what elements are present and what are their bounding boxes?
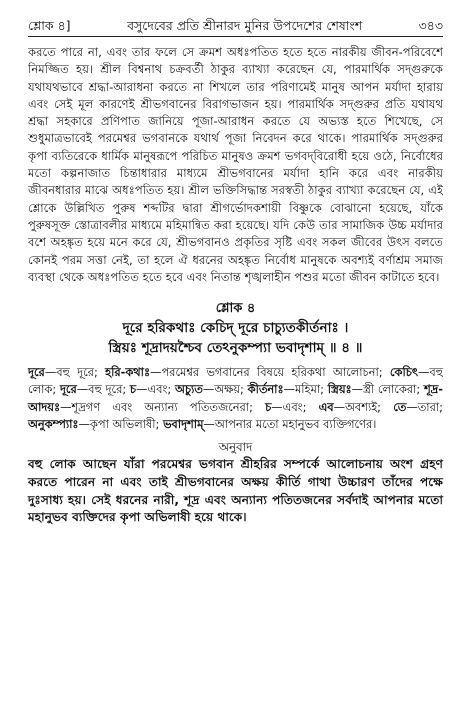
synonym-word: অচ্যুত — [174, 382, 203, 397]
synonym-word: দূরে — [59, 382, 77, 397]
verse-line-1: দূরে হরিকথাঃ কেচিদ্ দূরে চাচ্যুতকীর্তনাঃ । — [122, 320, 349, 337]
translation-title: অনুবাদ — [218, 440, 253, 455]
synonym-meaning: বহু দূরে; — [56, 365, 98, 380]
synonym-meaning: পরমেশ্বর ভগবানের বিষয়ে হরিকথা আলোচনা; — [161, 365, 383, 380]
synonym-word: চ — [129, 382, 137, 397]
header-verse-ref: শ্লোক ৪] — [28, 18, 71, 33]
synonym-word: হরি-কথাঃ — [105, 365, 151, 380]
header-chapter-title: বসুদেবের প্রতি শ্রীনারদ মুনির উপদেশের শেষাংশ — [127, 18, 363, 33]
synonym-meaning: বহু দূরে; — [88, 382, 127, 397]
translation-paragraph: বহু লোক আছেন যাঁরা পরমেশ্বর ভগবান শ্রীহরির সম্পর্কে আলোচনায় অংশ গ্রহণ করতে পারেন না এবং তাই শ্রীভগবানের অক্ষয় কীর্তি গাথা উচ্চারণ তাঁদের পক্ষে দুঃসাধ্য হয়। সেই ধরনের নারী, শূদ্র এবং অন্যান্য পতিতজনের সর্বদাই আপনার মতো মহানুভব ব্যক্তিদের কৃপা অভিলাষী হয়ে থাকে। — [28, 457, 443, 525]
synonym-meaning: এবং; — [147, 382, 172, 397]
verse-number: শ্লোক ৪ — [215, 301, 256, 317]
synonym-word: দূরে — [28, 365, 45, 380]
synonyms-paragraph: দূরে—বহু দূরে; হরি-কথাঃ—পরমেশ্বর ভগবানের বিষয়ে হরিকথা আলোচনা; কেচিৎ—বহু লোক; দূরে—বহু দূরে; চ—এবং; অচ্যুত—অক্ষয়; কীর্তনাঃ—মহিমা; স্ত্রিয়ঃ—স্ত্রী লোকেরা; শূদ্র-আদয়ঃ—শূদ্রগণ এবং অন্যান্য পতিতজনেরা; চ—এবং; এব—অবশ্যই; তে—তারা; অনুকম্প্যাঃ—কৃপা অভিলাষী; ভবাদৃশাম্—আপনার মতো মহানুভব ব্যক্তিগণের। — [28, 365, 444, 432]
synonym-word: কেচিৎ — [389, 365, 418, 380]
synonym-meaning: অবশ্যই; — [345, 399, 382, 414]
verse-block — [28, 300, 443, 358]
page-header — [28, 18, 443, 37]
synonym-word: স্ত্রিয়ঃ — [327, 382, 352, 397]
synonym-meaning: বহু লোক; — [28, 365, 443, 397]
header-page-number: ৩৪৩ — [418, 18, 443, 33]
synonym-word: চ — [265, 399, 272, 414]
synonym-meaning: মহিমা; — [294, 382, 324, 397]
synonym-word: অনুকম্প্যাঃ — [28, 417, 79, 432]
purport-paragraph: করতে পারে না, এবং তার ফলে সে ক্রমশ অধঃপতিত হতে হতে নারকীয় জীবন-পরিবেশে নিমজ্জিত হয়। শ্রীল বিশ্বনাথ চক্রবর্তী ঠাকুর ব্যাখ্যা করেছেন যে, পারমার্থিক সদ্গুরুকে যথাযথভাবে শ্রদ্ধা-আরাধনা করতে না শিখলে তার পরিণামেই মানুষ আপন মর্যাদা হারায় এবং সেই মূল কারণেই শ্রীভগবানের বিরাগভাজন হয়। পারমার্থিক সদ্গুরুর প্রতি যথাযথ শ্রদ্ধা সহকারে প্রণিপাত জানিয়ে পূজা-আরাধন করতে যে অভ্যস্ত হতে শিখেছে, সে শুধুমাত্রভাবেই পরমেশ্বর ভগবানকে যথার্থ পূজা নিবেদন করে থাকে। পারমার্থিক সদ্গুরুর কৃপা ব্যতিরেকে ধার্মিক মানুষরূপে পরিচিত মানুষও ক্রমশ ভগবদ্‌বিরোধী হয়ে ওঠে, নির্বোধের মতো কল্পনাজাত চিন্তাধারার মাধ্যমে শ্রীভগবানের মর্যাদা হানি করে এবং নারকীয় জীবনধারার মাঝে অধঃপতিত হয়। শ্রীল ভক্তিসিদ্ধান্ত সরস্বতী ঠাকুর ব্যাখ্যা করেছেন যে, এই শ্লোকে উল্লিখিত পুরুষ শব্দটির দ্বারা শ্রীগর্ভোদকশায়ী বিষ্ণুকে বোঝানো হয়েছে, যাঁকে পুরুষসূক্ত স্তোত্রাবলীর মাধ্যমে মহিমান্বিত করা হয়েছে। যদি কেউ তার সামাজিক উচ্চ মর্যাদার বশে অহঙ্কৃত হয়ে মনে করে যে, শ্রীভগবানও প্রকৃতির সৃষ্টি এবং সকল জীবের উৎস বলতে কোনই পরম সত্তা নেই, তা হলে ঐ ধরনের অহঙ্কৃত নির্বোধ মানুষকে অবশ্যই বর্ণাশ্রম সমাজ ব্যবস্থা থেকে অধঃপতিত হতে হবে এবং নিতান্ত শৃঙ্খলাহীন পশুর মতো জীবন কাটাতে হবে। — [28, 45, 443, 284]
synonym-word: তে — [393, 399, 407, 414]
synonym-meaning: অক্ষয়; — [214, 382, 244, 397]
synonym-meaning: তারা; — [417, 399, 444, 414]
verse-line-2: স্ত্রিয়ঃ শূদ্রাদয়শ্চৈব তেঽনুকম্প্যা ভবাদৃশাম্ ॥ ৪ ॥ — [108, 340, 363, 357]
synonym-word: এব — [318, 399, 334, 414]
synonym-meaning: আপনার মতো মহানুভব ব্যক্তিগণের। — [214, 417, 377, 432]
synonym-meaning: এবং; — [282, 399, 307, 414]
synonym-meaning: স্ত্রী লোকেরা; — [363, 382, 421, 397]
synonym-meaning: কৃপা অভিলাষী; — [89, 417, 160, 432]
synonym-word: শূদ্র-আদয়ঃ — [28, 382, 443, 414]
synonym-word: ভবাদৃশাম্ — [162, 417, 204, 432]
synonym-meaning: শূদ্রগণ এবং অন্যান্য পতিতজনেরা; — [71, 399, 253, 414]
synonym-word: কীর্তনাঃ — [247, 382, 284, 397]
